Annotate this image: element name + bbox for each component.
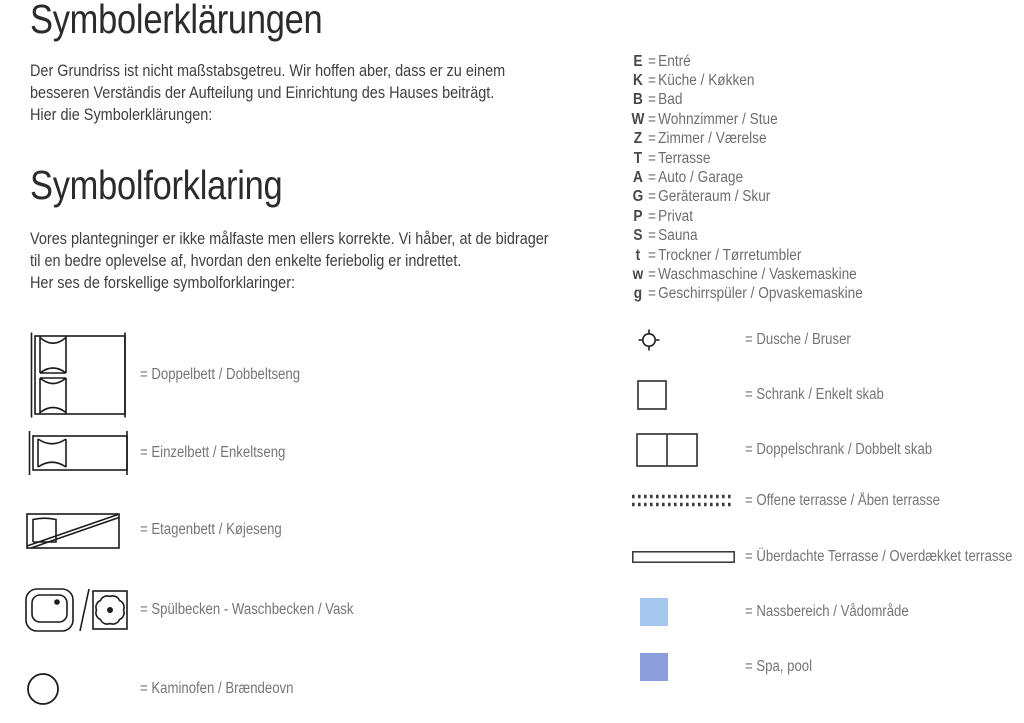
room-code-row [630,265,863,284]
equals-sign: = [648,52,656,70]
room-code-label: Privat [658,207,694,225]
equals-sign: = [648,188,656,206]
bunk-bed-icon [25,510,140,550]
room-code-letter: B [632,91,643,109]
intro-de-line3: Hier die Symbolerklärungen: [30,105,213,124]
equals-sign: = [648,130,656,148]
room-code-letter: P [633,207,643,225]
shower-icon [632,329,745,351]
room-code-label: Entré [658,52,691,70]
intro-de-line2: besseren Verständis der Aufteilung und Einrichtung des Hauses beiträgt. [30,83,495,102]
room-code-letter: A [632,169,643,187]
spa-pool-swatch [640,653,668,681]
intro-de-line1: Der Grundriss ist nicht maßstabsgetreu. Wir hoffen aber, dass er zu einem [30,61,506,80]
intro-paragraph-german [30,60,589,126]
legend-label: = Dusche / Bruser [745,331,851,348]
legend-row-stove [26,672,321,706]
room-code-letter: K [632,72,643,90]
room-code-letter: t [635,246,641,264]
room-code-letter: w [632,265,644,283]
room-code-row [630,130,863,149]
equals-sign: = [648,265,656,283]
room-code-row [630,110,863,129]
equals-sign: = [648,227,656,245]
equals-sign: = [648,285,656,303]
equals-sign: = [648,207,656,225]
intro-da-line2: til en bedre oplevelse af, hvordan den enkelte feriebolig er indrettet. [30,251,462,270]
room-code-label: Geschirrspüler / Opvaskemaskine [658,285,863,303]
room-code-label: Trockner / Tørretumbler [658,246,802,264]
room-code-row [630,168,863,187]
equals-sign: = [648,72,656,90]
legend-row-bunk-bed [25,510,307,550]
legend-label: = Überdachte Terrasse / Overdækket terrasse [745,548,1013,565]
room-code-label: Auto / Garage [658,169,744,187]
legend-label: = Offene terrasse / Åben terrasse [745,492,940,509]
room-code-label: Geräteraum / Skur [658,188,771,206]
room-code-legend [630,52,895,304]
equals-sign: = [648,246,656,264]
room-code-row [630,227,863,246]
covered-terrace-icon [632,551,745,563]
room-code-label: Zimmer / Værelse [658,130,767,148]
single-cabinet-icon [632,380,745,410]
room-code-letter: T [633,149,643,167]
double-bed-icon [30,332,140,418]
room-code-letter: S [633,227,643,245]
legend-row-double-bed [30,332,328,418]
intro-da-line1: Vores plantegninger er ikke målfaste men ellers korrekte. Vi håber, at de bidrager [30,229,549,248]
room-code-label: Waschmaschine / Vaskemaskine [658,265,857,283]
room-code-letter: g [633,285,643,303]
legend-row-double-cabinet [632,433,965,467]
room-code-label: Sauna [658,227,698,245]
room-code-letter: Z [633,130,643,148]
equals-sign: = [648,110,656,128]
page-title-german: Symbolerklärungen [30,0,323,42]
legend-row-covered-terrace [632,548,1024,565]
room-code-row [630,285,863,304]
room-code-row [630,71,863,90]
room-code-label: Terrasse [658,149,711,167]
legend-label: = Nassbereich / Vådområde [745,603,909,620]
legend-label: = Einzelbett / Enkeltseng [140,444,286,461]
legend-row-shower [632,329,869,351]
double-cabinet-icon [632,433,745,467]
room-code-letter: W [631,110,645,128]
equals-sign: = [648,149,656,167]
wood-stove-icon [26,672,140,706]
legend-label: = Spülbecken - Waschbecken / Vask [140,601,354,618]
room-code-label: Küche / Køkken [658,72,755,90]
legend-label: = Kaminofen / Brændeovn [140,680,294,697]
room-code-label: Bad [658,91,683,109]
sink-washbasin-icon [24,586,140,634]
page-title-danish: Symbolforklaring [30,162,283,208]
wet-area-swatch [640,598,668,626]
room-code-row [630,207,863,226]
legend-row-sink [24,586,391,634]
room-code-row [630,52,863,71]
legend-label: = Doppelschrank / Dobbelt skab [745,441,933,458]
legend-row-single-bed [27,430,311,476]
legend-label: = Doppelbett / Dobbeltseng [140,366,301,383]
open-terrace-icon [632,494,745,508]
legend-label: = Spa, pool [745,658,813,675]
room-code-letter: G [632,188,644,206]
legend-label: = Schrank / Enkelt skab [745,386,884,403]
single-bed-icon [27,430,140,476]
room-code-row [630,91,863,110]
intro-paragraph-danish [30,228,640,294]
legend-row-wet-area [632,598,938,626]
equals-sign: = [648,91,656,109]
room-code-label: Wohnzimmer / Stue [658,110,778,128]
legend-label: = Etagenbett / Køjeseng [140,521,282,538]
room-code-row [630,149,863,168]
legend-row-open-terrace [632,494,974,508]
room-code-row [630,188,863,207]
room-code-letter: E [633,52,643,70]
room-code-row [630,246,863,265]
legend-row-spa-pool [632,653,824,681]
legend-row-single-cabinet [632,380,908,410]
equals-sign: = [648,169,656,187]
intro-da-line3: Her ses de forskellige symbolforklaringer: [30,273,296,292]
